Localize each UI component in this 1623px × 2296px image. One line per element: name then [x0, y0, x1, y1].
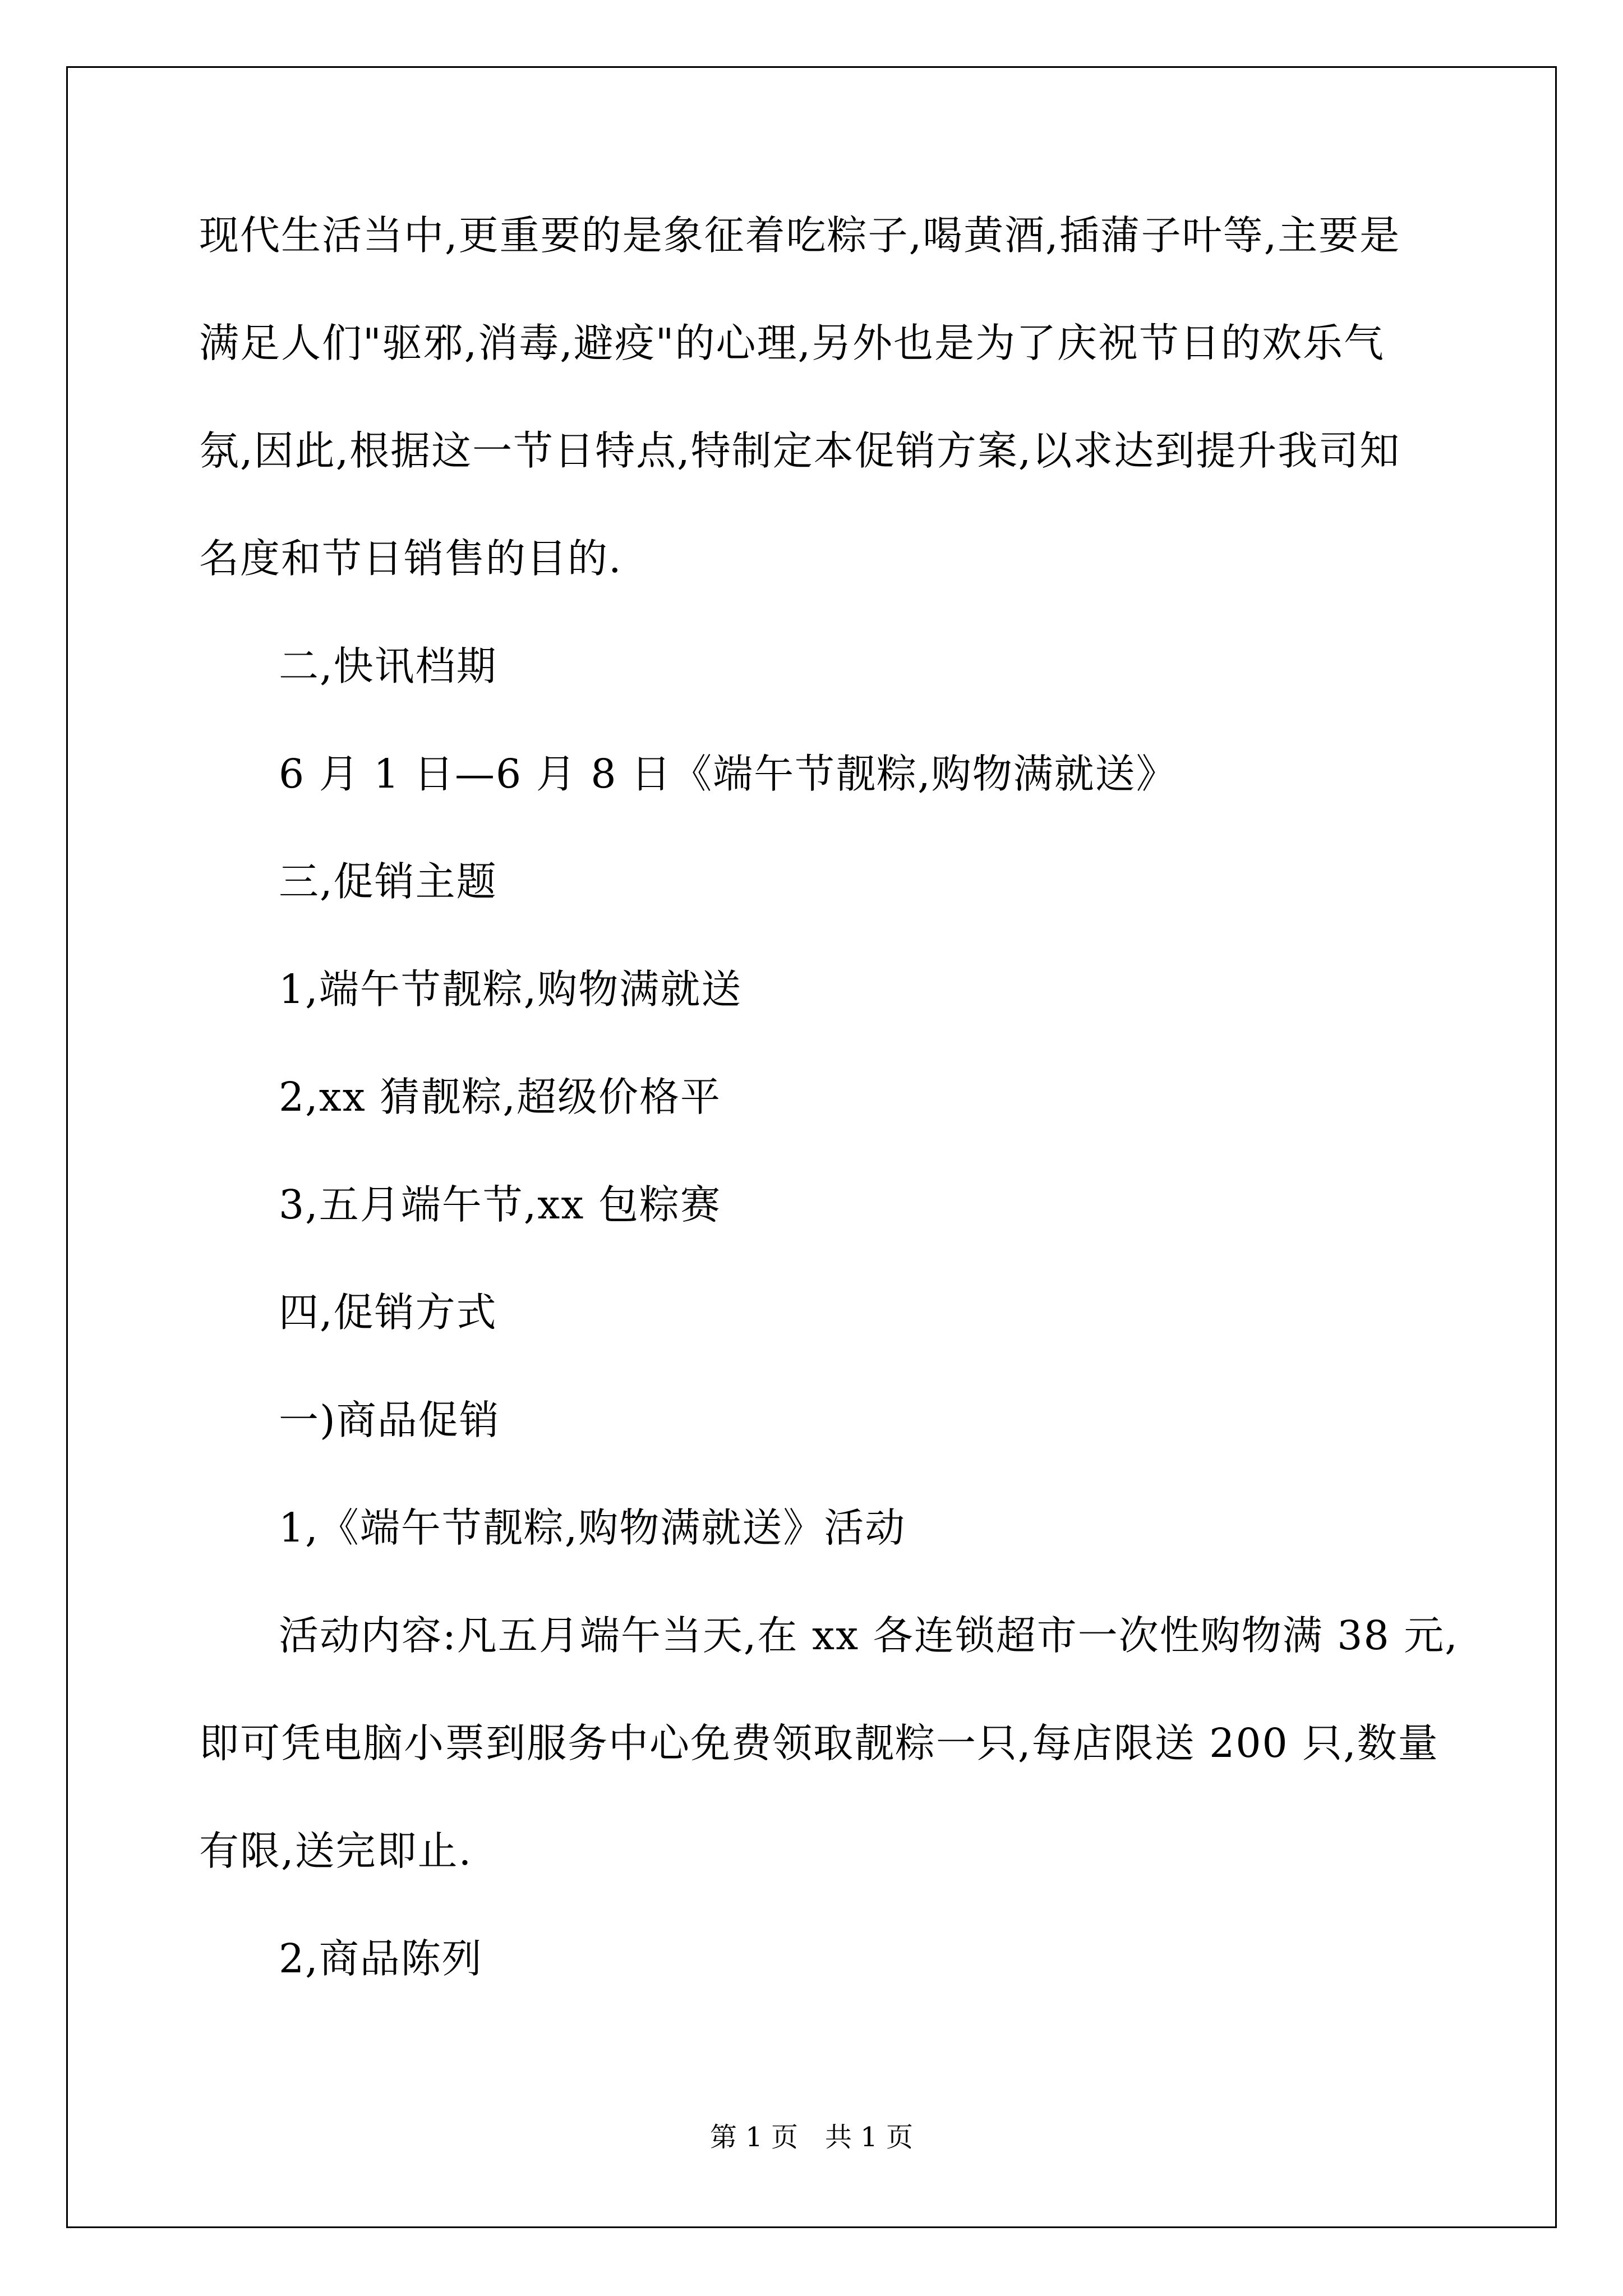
list-item: 3,五月端午节,xx 包粽赛: [279, 1181, 721, 1228]
subsection-heading: 一)商品促销: [279, 1397, 500, 1443]
page-number: 第 1 页: [709, 2122, 798, 2153]
text-line: 即可凭电脑小票到服务中心免费领取靓粽一只,每店限送 200 只,数量: [199, 1720, 1439, 1766]
list-item: 1,《端午节靓粽,购物满就送》活动: [279, 1504, 906, 1551]
document-body: [199, 209, 1459, 2040]
section-heading: 三,促销主题: [279, 858, 497, 905]
list-item: 2,商品陈列: [279, 1935, 483, 1982]
text-line: 6 月 1 日—6 月 8 日《端午节靓粽,购物满就送》: [279, 751, 1177, 797]
list-item: 2,xx 猜靓粽,超级价格平: [279, 1074, 721, 1120]
text-line: 满足人们"驱邪,消毒,避疫"的心理,另外也是为了庆祝节日的欢乐气: [199, 320, 1385, 366]
list-item: 1,端午节靓粽,购物满就送: [279, 966, 743, 1013]
section-heading: 四,促销方式: [279, 1289, 497, 1336]
text-line: 现代生活当中,更重要的是象征着吃粽子,喝黄酒,插蒲子叶等,主要是: [199, 212, 1401, 259]
page-total: 共 1 页: [825, 2122, 914, 2153]
text-line: 氛,因此,根据这一节日特点,特制定本促销方案,以求达到提升我司知: [199, 427, 1401, 474]
text-line: 有限,送完即止.: [199, 1828, 473, 1874]
text-line: 活动内容:凡五月端午当天,在 xx 各连锁超市一次性购物满 38 元,: [279, 1612, 1459, 1659]
section-heading: 二,快讯档期: [279, 643, 497, 689]
text-line: 名度和节日销售的目的.: [199, 535, 623, 582]
page-footer: [0, 2120, 1623, 2154]
